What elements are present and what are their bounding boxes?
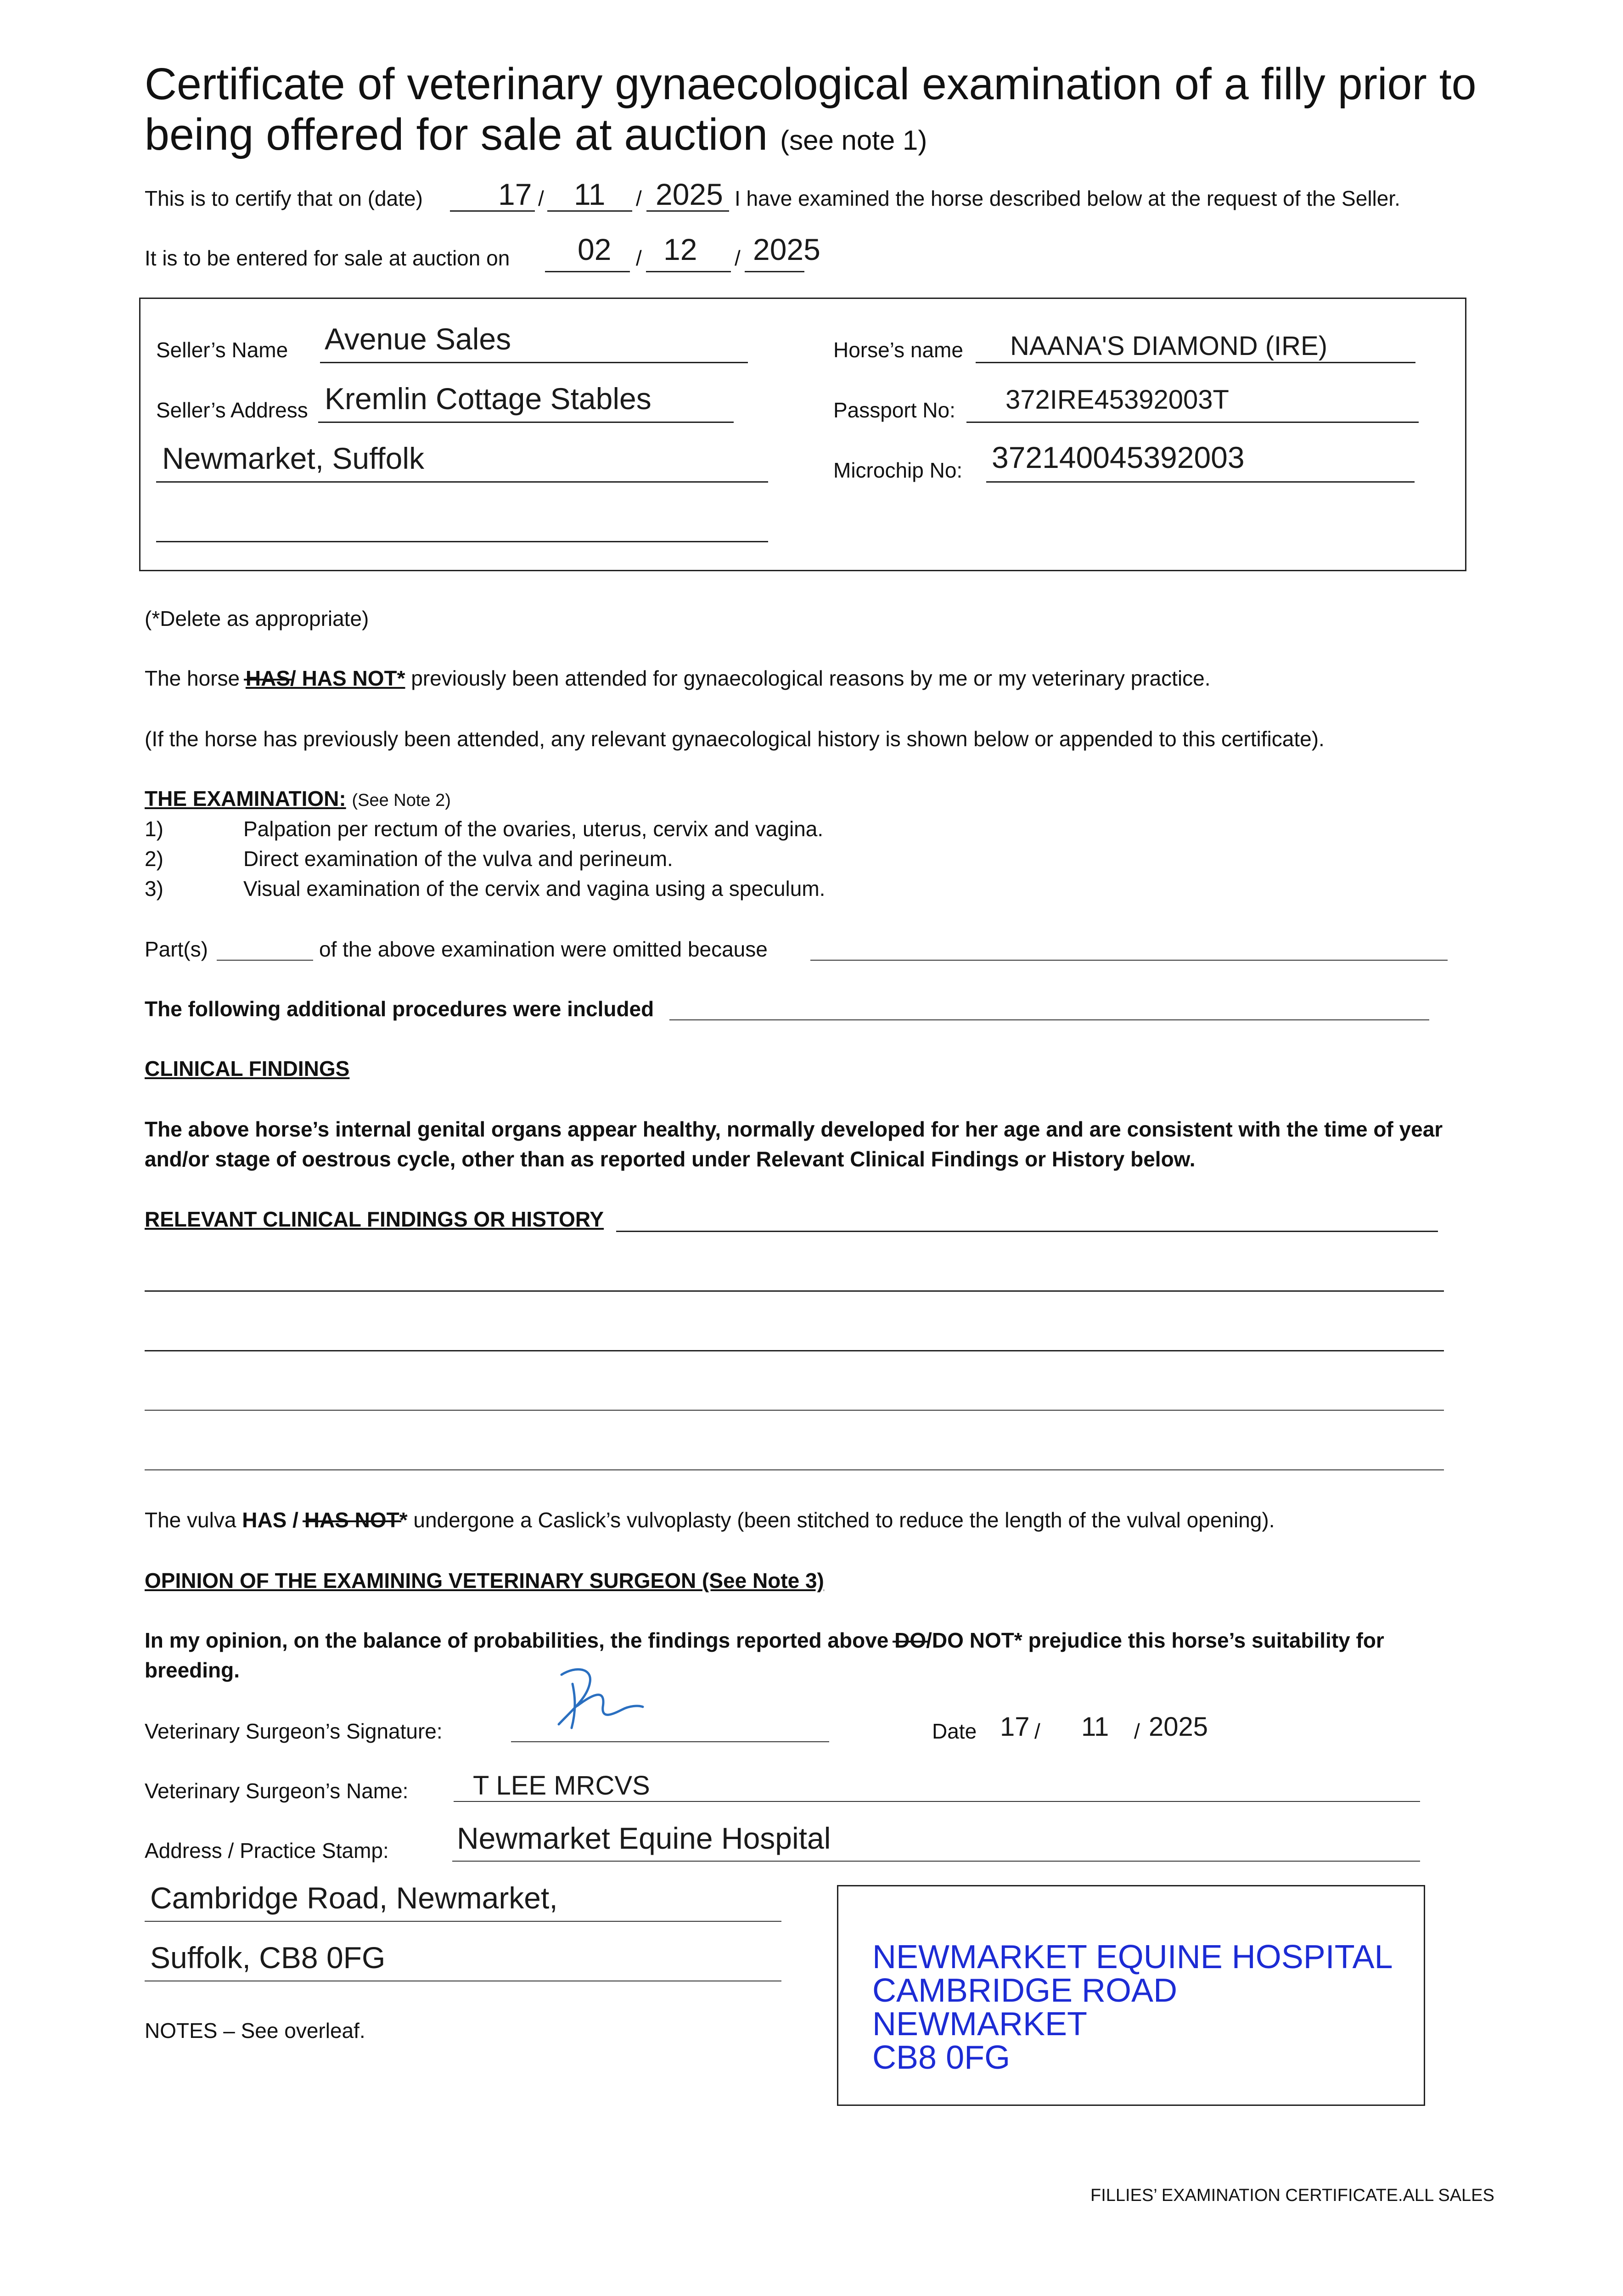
opinion-text-1 — [145, 1628, 1384, 1653]
practice-stamp-line-1: NEWMARKET EQUINE HOSPITAL — [872, 1939, 1393, 1975]
certificate-title-note: (see note 1) — [780, 125, 927, 156]
certificate-title-line1: Certificate of veterinary gynaecological examination of a filly prior to — [145, 59, 1477, 109]
signature-date-month: 11 — [1081, 1712, 1109, 1742]
certify-sep-2: / — [636, 186, 642, 210]
seller-name-line[interactable] — [320, 362, 748, 363]
clinical-findings-text-2: and/or stage of oestrous cycle, other than as reported under Relevant Clinical Findings or History below. — [145, 1147, 1196, 1171]
examination-item-text-1: Palpation per rectum of the ovaries, uterus, cervix and vagina. — [243, 817, 824, 841]
horse-name-label: Horse’s name — [833, 338, 963, 362]
relevant-findings-heading: RELEVANT CLINICAL FINDINGS OR HISTORY — [145, 1207, 604, 1231]
opinion-struck-option[interactable]: DO — [894, 1628, 927, 1652]
opinion-heading: OPINION OF THE EXAMINING VETERINARY SURGEON (See Note 3) — [145, 1569, 824, 1593]
auction-month-line — [646, 271, 731, 272]
horse-name-line[interactable] — [976, 362, 1415, 363]
vet-name-label: Veterinary Surgeon’s Name: — [145, 1779, 409, 1803]
relevant-findings-line-3[interactable] — [145, 1350, 1444, 1351]
opinion-text-2: breeding. — [145, 1658, 240, 1682]
microchip-value: 372140045392003 — [992, 440, 1245, 474]
certify-prefix: This is to certify that on (date) — [145, 186, 423, 210]
signature-date-day: 17 — [1000, 1712, 1030, 1742]
delete-note: (*Delete as appropriate) — [145, 607, 369, 630]
auction-day-line — [545, 271, 630, 272]
practice-address-value-3: Suffolk, CB8 0FG — [150, 1941, 386, 1975]
practice-address-line-2[interactable] — [145, 1921, 781, 1922]
passport-value: 372IRE45392003T — [1005, 385, 1229, 415]
signature-date-label: Date — [932, 1719, 977, 1743]
microchip-label: Microchip No: — [833, 458, 963, 482]
auction-month-value: 12 — [663, 232, 697, 266]
certify-suffix: I have examined the horse described below at the request of the Seller. — [735, 186, 1400, 210]
relevant-findings-line-4[interactable] — [145, 1410, 1444, 1411]
additional-procedures-line[interactable] — [669, 1019, 1429, 1020]
examination-heading: THE EXAMINATION: — [145, 787, 346, 810]
practice-address-line-1[interactable] — [452, 1861, 1420, 1862]
seller-address-value-1: Kremlin Cottage Stables — [325, 382, 651, 416]
seller-address-line-2[interactable] — [156, 481, 768, 483]
practice-address-label: Address / Practice Stamp: — [145, 1839, 389, 1863]
examination-item-text-3: Visual examination of the cervix and vagina using a speculum. — [243, 877, 826, 900]
relevant-findings-line-5[interactable] — [145, 1469, 1444, 1470]
omitted-prefix: Part(s) — [145, 937, 208, 961]
practice-stamp-line-4: CB8 0FG — [872, 2039, 1011, 2076]
clinical-findings-heading: CLINICAL FINDINGS — [145, 1057, 350, 1080]
certify-year-value: 2025 — [656, 177, 723, 211]
opinion-text-1-suffix: /DO NOT* prejudice this horse’s suitability for — [926, 1628, 1384, 1652]
seller-name-label: Seller’s Name — [156, 338, 288, 362]
attended-statement — [145, 666, 1211, 691]
omitted-middle: of the above examination were omitted because — [319, 937, 768, 961]
auction-sep-2: / — [735, 246, 741, 270]
footer-text: FILLIES’ EXAMINATION CERTIFICATE.ALL SALES — [1090, 2186, 1494, 2205]
certificate-title-line2 — [145, 109, 927, 166]
attended-prefix: The horse — [145, 666, 240, 690]
vet-name-line[interactable] — [454, 1801, 1420, 1802]
additional-procedures-label: The following additional procedures were included — [145, 997, 654, 1021]
passport-line[interactable] — [966, 422, 1419, 423]
history-note: (If the horse has previously been attended, any relevant gynaecological history is shown below or appended to this certificate). — [145, 727, 1325, 751]
examination-heading-note: (See Note 2) — [352, 791, 451, 810]
vulva-has-option[interactable]: HAS / — [242, 1508, 298, 1532]
passport-label: Passport No: — [833, 398, 955, 422]
signature-date-sep-1: / — [1034, 1719, 1040, 1743]
auction-prefix: It is to be entered for sale at auction on — [145, 246, 510, 270]
signature-line[interactable] — [511, 1741, 829, 1742]
vet-name-value: T LEE MRCVS — [473, 1771, 650, 1801]
seller-address-line-1[interactable] — [318, 422, 734, 423]
opinion-text-1-prefix: In my opinion, on the balance of probabilities, the findings reported above — [145, 1628, 889, 1652]
seller-name-value: Avenue Sales — [325, 322, 511, 356]
auction-day-value: 02 — [578, 232, 612, 266]
vulva-prefix: The vulva — [145, 1508, 236, 1532]
practice-stamp-line-3: NEWMARKET — [872, 2006, 1087, 2043]
relevant-findings-line-2[interactable] — [145, 1290, 1444, 1292]
omitted-parts-line[interactable] — [217, 960, 313, 961]
examination-heading-row — [145, 786, 451, 811]
attended-struck-option[interactable]: HAS — [245, 666, 291, 690]
attended-kept-option[interactable]: / HAS NOT* — [290, 666, 405, 690]
certificate-title-text: being offered for sale at auction — [145, 109, 768, 159]
vulva-struck-option[interactable]: HAS NOT — [304, 1508, 399, 1532]
examination-item-num-1: 1) — [145, 817, 163, 841]
signature-mark — [549, 1655, 650, 1733]
horse-name-value: NAANA'S DIAMOND (IRE) — [1010, 331, 1328, 361]
vulva-suffix: undergone a Caslick’s vulvoplasty (been stitched to reduce the length of the vulval opening). — [413, 1508, 1275, 1532]
auction-year-line — [745, 271, 804, 272]
omitted-reason-line[interactable] — [810, 960, 1448, 961]
relevant-findings-line-1[interactable] — [616, 1231, 1438, 1232]
auction-year-value: 2025 — [753, 232, 820, 266]
seller-address-label: Seller’s Address — [156, 398, 308, 422]
examination-item-num-2: 2) — [145, 847, 163, 871]
practice-address-value-1: Newmarket Equine Hospital — [457, 1821, 831, 1855]
signature-date-sep-2: / — [1134, 1719, 1140, 1743]
clinical-findings-text-1: The above horse’s internal genital organs appear healthy, normally developed for her age and are consistent with the time of year — [145, 1117, 1443, 1141]
examination-item-text-2: Direct examination of the vulva and perineum. — [243, 847, 673, 871]
signature-label: Veterinary Surgeon’s Signature: — [145, 1719, 443, 1743]
attended-suffix: previously been attended for gynaecological reasons by me or my veterinary practice. — [411, 666, 1211, 690]
practice-address-value-2: Cambridge Road, Newmarket, — [150, 1881, 558, 1915]
certify-sep-1: / — [538, 186, 544, 210]
auction-sep-1: / — [636, 246, 642, 270]
vulva-star: * — [399, 1508, 408, 1532]
seller-address-line-3[interactable] — [156, 541, 768, 542]
vulva-statement — [145, 1508, 1275, 1532]
certify-month-value: 11 — [574, 177, 606, 211]
notes-text: NOTES – See overleaf. — [145, 2019, 365, 2043]
certify-day-value: 17 — [498, 177, 532, 211]
practice-stamp-line-2: CAMBRIDGE ROAD — [872, 1972, 1178, 2009]
examination-item-num-3: 3) — [145, 877, 163, 900]
microchip-line[interactable] — [986, 481, 1415, 483]
signature-date-year: 2025 — [1149, 1712, 1208, 1742]
seller-address-value-2: Newmarket, Suffolk — [162, 441, 424, 475]
